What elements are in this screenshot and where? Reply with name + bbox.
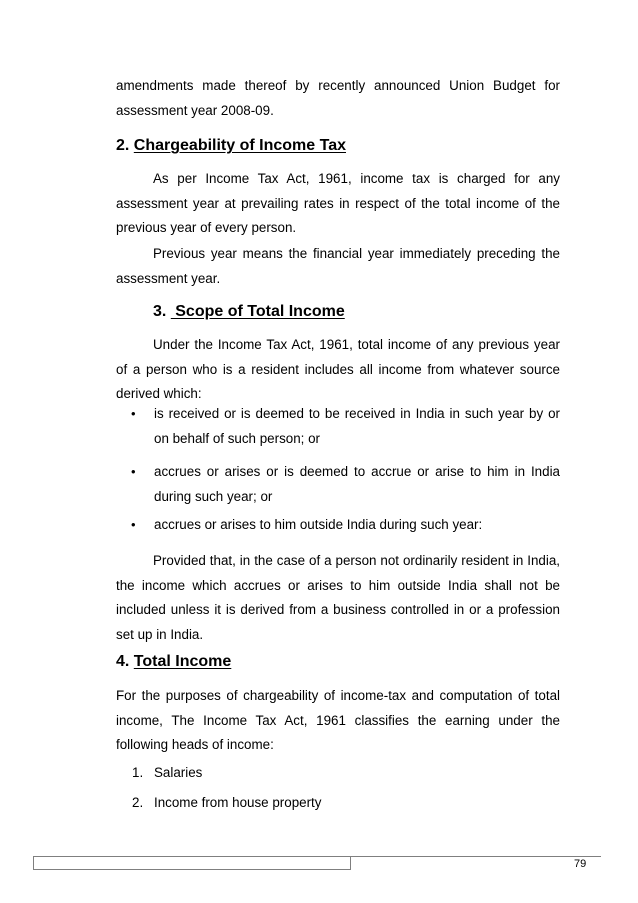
section-2-number: 2. [116,137,134,154]
bullet-marker: • [131,464,136,479]
bullet-marker: • [131,517,136,532]
section-4-paragraph-1: For the purposes of chargeability of income-tax and computation of total income, The Income Tax Act, 1961 classifies the earning under the following heads of income: [116,688,560,752]
section-4-heading [116,652,231,672]
section-3-paragraph-1: Under the Income Tax Act, 1961, total income of any previous year of a person who is a resident includes all income from whatever source derived which: [116,337,560,401]
section-3-number: 3. [153,303,171,320]
section-4-title: Total Income [133,653,232,670]
section-3-heading [153,302,345,322]
section-3-title: Scope of Total Income [170,303,345,320]
footer-frame [33,856,351,870]
list-item-number: 2. [132,795,144,810]
intro-paragraph: amendments made thereof by recently announced Union Budget for assessment year 2008-09. [116,78,560,118]
section-3-proviso: Provided that, in the case of a person not ordinarily resident in India, the income which accrues or arises to him outside India shall not be included unless it is derived from a business controlled in or a profession set up in India. [116,553,560,642]
section-4-number: 4. [116,653,134,670]
list-item-number: 1. [132,765,144,780]
bullet-item: accrues or arises or is deemed to accrue or arise to him in India during such year; or [154,464,560,504]
section-2-title: Chargeability of Income Tax [133,137,346,154]
section-2-heading [116,136,346,156]
list-item-text: Income from house property [154,795,322,810]
section-2-paragraph-1: As per Income Tax Act, 1961, income tax is charged for any assessment year at prevailing rates in respect of the total income of the previous year of every person. [116,171,560,235]
page-number: 79 [574,858,587,870]
bullet-item: accrues or arises to him outside India during such year: [154,517,483,532]
list-item-text: Salaries [154,765,203,780]
bullet-marker: • [131,406,136,421]
bullet-item: is received or is deemed to be received in India in such year by or on behalf of such person; or [154,406,560,446]
section-2-paragraph-2: Previous year means the financial year immediately preceding the assessment year. [116,246,560,286]
